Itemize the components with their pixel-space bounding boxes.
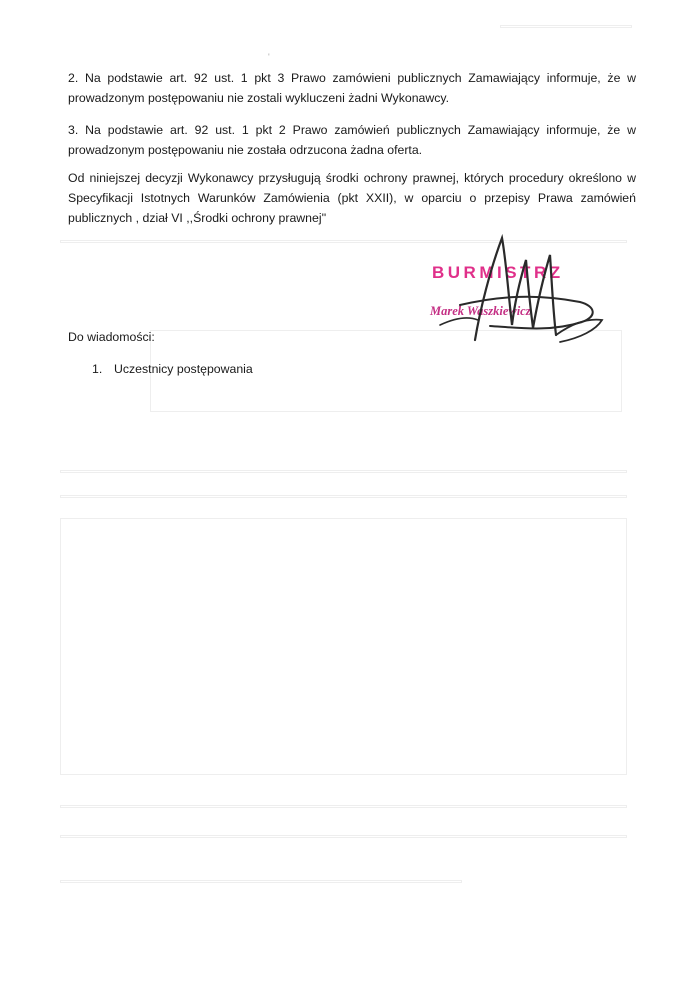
notice-item-number: 1. bbox=[92, 362, 103, 376]
bleed-through-line bbox=[500, 25, 632, 28]
notice-item-text: Uczestnicy postępowania bbox=[114, 362, 253, 376]
bleed-through-line bbox=[60, 470, 627, 473]
scan-mark: ' bbox=[268, 52, 270, 62]
paragraph-no-rejections: 3. Na podstawie art. 92 ust. 1 pkt 2 Prawo zamówień publicznych Zamawiający informuje, że w prowadzonym postępowaniu nie została odrzucona żadna oferta. bbox=[68, 123, 636, 157]
paragraph-no-exclusions: 2. Na podstawie art. 92 ust. 1 pkt 3 Prawo zamówieni publicznych Zamawiający informuje, że w prowadzonym postępowaniu nie zostali wykluczeni żadni Wykonawcy. bbox=[68, 71, 636, 105]
notice-list-item bbox=[92, 362, 253, 376]
paragraph-legal-remedies: Od niniejszej decyzji Wykonawcy przysługują środki ochrony prawnej, których procedury określono w Specyfikacji Istotnych Warunków Zamówienia (pkt XXII), w oparciu o przepisy Prawa zamówień publicznych , dział VI ,,Środki ochrony prawnej'' bbox=[68, 171, 636, 225]
bleed-through-line bbox=[60, 880, 462, 883]
bleed-through-line bbox=[60, 805, 627, 808]
bleed-through-table-bottom bbox=[60, 518, 627, 775]
stamp-name: Marek Waszkiewicz bbox=[430, 304, 531, 318]
notice-label: Do wiadomości: bbox=[68, 330, 155, 344]
bleed-through-line bbox=[60, 495, 627, 498]
stamp-title: BURMISTRZ bbox=[432, 263, 564, 282]
bleed-through-line bbox=[60, 835, 627, 838]
handwritten-signature bbox=[420, 230, 610, 350]
